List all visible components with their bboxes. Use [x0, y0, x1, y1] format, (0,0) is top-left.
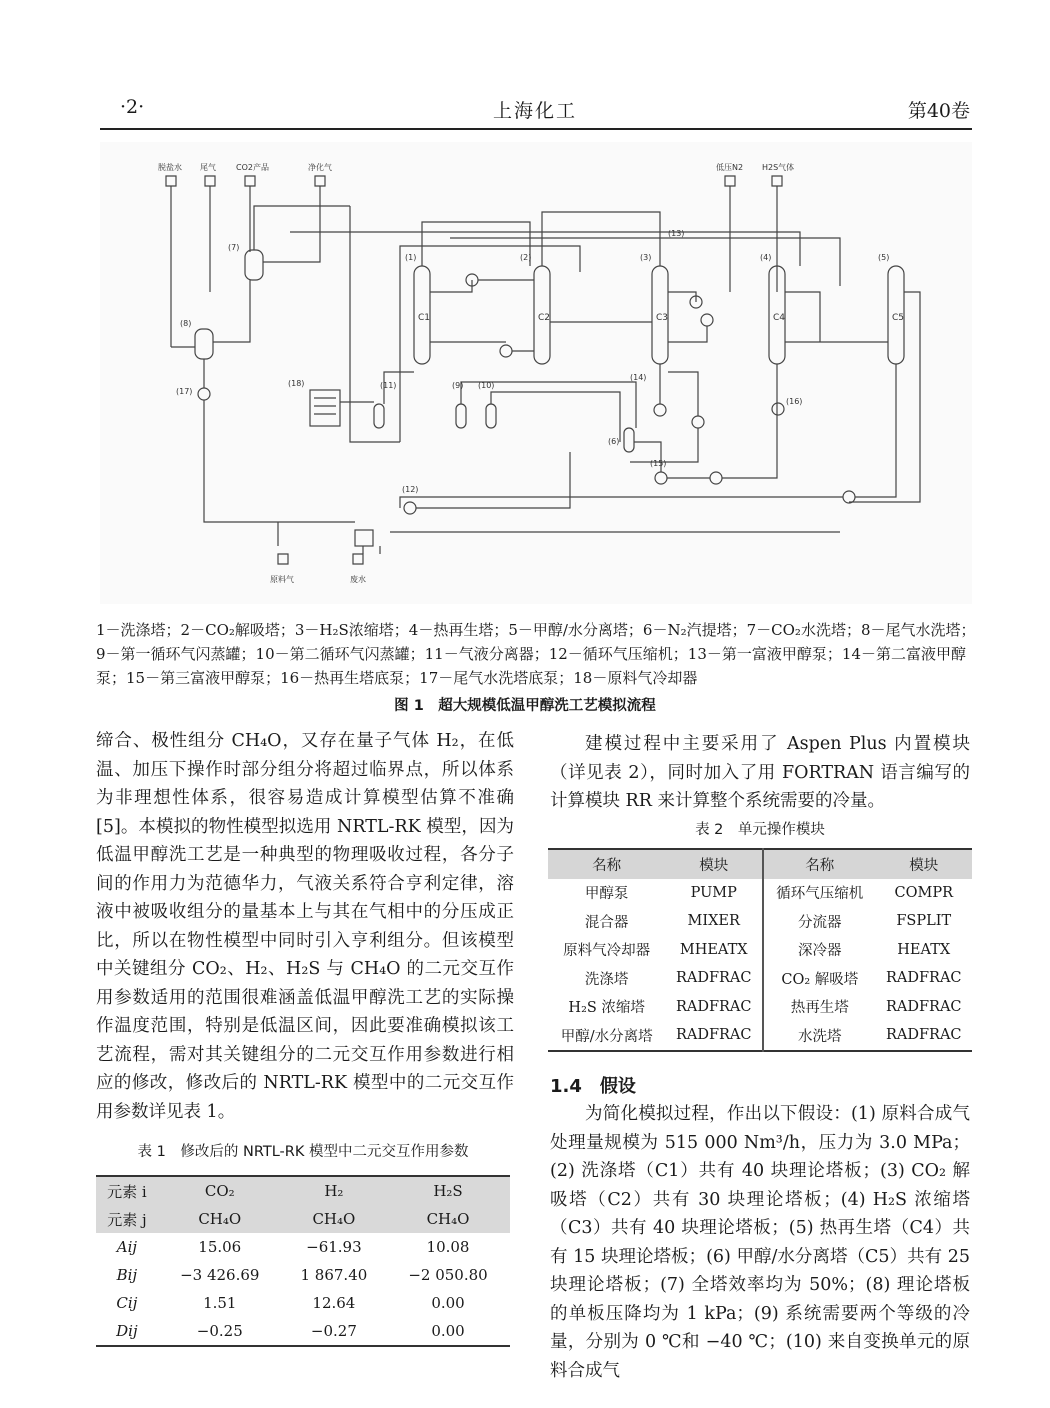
- flow-diagram-svg: [100, 142, 972, 604]
- t1-cell: 1.51: [203, 1294, 237, 1312]
- t2-header: 名称: [763, 849, 875, 879]
- right-paragraph-1: 建模过程中主要采用了 Aspen Plus 内置模块（详见表 2），同时加入了用 FORTRAN 语言编写的计算模块 RR 来计算整个系统需要的冷量。: [550, 734, 970, 811]
- t2-cell: RADFRAC: [885, 998, 962, 1015]
- t2-cell: CO₂ 解吸塔: [781, 971, 859, 988]
- label-n15: (15): [650, 459, 667, 468]
- t2-cell: 原料气冷却器: [563, 943, 651, 960]
- t1-cell: Dij: [116, 1322, 138, 1340]
- t1-cell: 10.08: [426, 1238, 470, 1256]
- label-n17: (17): [176, 387, 193, 396]
- t2-cell: 混合器: [584, 914, 629, 931]
- label-n2: (2): [520, 253, 532, 262]
- t2-header: 名称: [548, 849, 665, 879]
- right-column-bottom: [550, 1100, 970, 1385]
- label-h2s-gas: H2S气体: [762, 163, 795, 172]
- label-n12: (12): [402, 485, 419, 494]
- t2-cell: 深冷器: [798, 943, 842, 960]
- t2-cell: COMPR: [894, 884, 953, 901]
- label-purified-gas: 净化气: [308, 163, 332, 172]
- label-n14: (14): [630, 373, 647, 382]
- label-n18: (18): [288, 379, 305, 388]
- t1-cell: 0.00: [431, 1322, 465, 1340]
- t1-cell: −61.93: [306, 1238, 362, 1256]
- t1-cell: −3 426.69: [180, 1266, 260, 1284]
- t1-cell: H₂S: [386, 1176, 510, 1205]
- label-n13: (13): [668, 229, 685, 238]
- table1-caption: 表 1 修改后的 NRTL-RK 模型中二元交互作用参数: [137, 1144, 469, 1160]
- t1-cell: 元素 j: [96, 1205, 158, 1233]
- t1-cell: 元素 i: [96, 1176, 158, 1205]
- t1-cell: CH₄O: [158, 1205, 282, 1233]
- t1-cell: 0.00: [431, 1294, 465, 1312]
- t2-cell: 甲醇/水分离塔: [560, 1028, 653, 1045]
- label-co2-product: CO2产品: [236, 163, 269, 172]
- label-n16: (16): [786, 397, 803, 406]
- label-n1: (1): [405, 253, 417, 262]
- figure-title: 图 1 超大规模低温甲醇洗工艺模拟流程: [394, 698, 656, 714]
- label-n8: (8): [180, 319, 192, 328]
- t2-header: 模块: [665, 849, 763, 879]
- label-n7: (7): [228, 243, 240, 252]
- label-tail-gas: 尾气: [200, 163, 216, 172]
- t2-header: 模块: [875, 849, 972, 879]
- process-flow-diagram: [100, 142, 972, 604]
- t2-cell: 甲醇泵: [584, 886, 629, 903]
- page-header: [100, 96, 970, 124]
- label-waste-water: 废水: [350, 575, 366, 584]
- t1-cell: −0.27: [310, 1322, 357, 1340]
- t1-cell: CH₄O: [282, 1205, 386, 1233]
- left-column: [96, 727, 514, 1126]
- t1-cell: Cij: [116, 1294, 138, 1312]
- t2-cell: 热再生塔: [790, 1000, 849, 1017]
- t2-cell: 分流器: [798, 914, 842, 931]
- t2-cell: RADFRAC: [885, 1027, 962, 1044]
- t1-cell: CH₄O: [386, 1205, 510, 1233]
- t2-cell: RADFRAC: [665, 993, 763, 1022]
- volume-label: 第40卷: [907, 100, 970, 122]
- t2-cell: MIXER: [665, 907, 763, 936]
- label-n11: (11): [380, 381, 397, 390]
- t2-cell: RADFRAC: [665, 964, 763, 993]
- figure-legend: [96, 618, 976, 690]
- legend-line: 1－洗涤塔；2－CO₂解吸塔；3－H₂S浓缩塔；4－热再生塔；5－甲醇/水分离塔；6－N₂汽提塔；7－CO₂水洗塔；8－尾气水洗塔；: [96, 621, 976, 639]
- label-c1: C1: [418, 313, 431, 323]
- t1-cell: CO₂: [158, 1176, 282, 1205]
- header-rule: [100, 128, 972, 130]
- right-column-top: [550, 730, 970, 816]
- label-n6: (6): [608, 437, 620, 446]
- label-c4: C4: [773, 313, 786, 323]
- t2-cell: 循环气压缩机: [776, 886, 864, 903]
- t2-cell: 洗涤塔: [584, 971, 629, 988]
- t1-cell: 1 867.40: [300, 1266, 368, 1284]
- t2-cell: 水洗塔: [798, 1028, 842, 1045]
- table1: [96, 1175, 510, 1347]
- label-low-pressure-n2: 低压N2: [716, 163, 744, 172]
- table2: [548, 848, 972, 1052]
- t1-cell: −2 050.80: [408, 1266, 488, 1284]
- journal-name: 上海化工: [492, 100, 577, 122]
- left-paragraph: 缔合、极性组分 CH₄O，又存在量子气体 H₂，在低温、加压下操作时部分组分将超过临界点，所以体系为非理想性体系，很容易造成计算模型估算不准确[5]。本模拟的物性模型拟选用 NRTL-RK 模型，因为低温甲醇洗工艺是一种典型的物理吸收过程，各分子间的作用力为范德华力，气液关系符合亨利定律，溶液中被吸收组分的量基本上与其在气相中的分压成正比，所以在物性模型中同时引入亨利组分。但该模型中关键组分 CO₂、H₂、H₂S 与 CH₄O 的二元交互作用参数适用的范围很难涵盖低温甲醇洗工艺的实际操作温度范围，特别是低温区间，因此要准确模拟该工艺流程，需对其关键组分的二元交互作用参数进行相应的修改，修改后的 NRTL-RK 模型中的二元交互作用参数详见表 1。: [96, 731, 514, 1122]
- t2-cell: H₂S 浓缩塔: [568, 1000, 645, 1017]
- label-c5: C5: [892, 313, 905, 323]
- t1-cell: −0.25: [196, 1322, 243, 1340]
- label-n10: (10): [478, 381, 495, 390]
- label-c2: C2: [538, 313, 551, 323]
- label-desalted-water: 脱盐水: [158, 163, 182, 172]
- t1-cell: H₂: [282, 1176, 386, 1205]
- legend-line: 泵；15－第三富液甲醇泵；16－热再生塔底泵；17－尾气水洗塔底泵；18－原料气冷却器: [96, 669, 698, 687]
- table2-caption: 表 2 单元操作模块: [695, 822, 825, 838]
- t2-cell: HEATX: [897, 941, 951, 958]
- label-n5: (5): [878, 253, 890, 262]
- page-number: ·2·: [120, 96, 145, 118]
- t2-cell: MHEATX: [665, 936, 763, 965]
- t1-cell: 12.64: [312, 1294, 356, 1312]
- t1-cell: Aij: [116, 1238, 138, 1256]
- legend-line: 9－第一循环气闪蒸罐；10－第二循环气闪蒸罐；11－气液分离器；12－循环气压缩机；13－第一富液甲醇泵；14－第二富液甲醇: [96, 645, 966, 663]
- section-heading: 1.4 假设: [550, 1076, 636, 1097]
- label-n3: (3): [640, 253, 652, 262]
- label-feed-gas: 原料气: [270, 575, 294, 584]
- t1-cell: 15.06: [198, 1238, 242, 1256]
- t2-cell: FSPLIT: [896, 913, 952, 930]
- t2-cell: RADFRAC: [885, 970, 962, 987]
- label-n4: (4): [760, 253, 772, 262]
- t1-cell: Bij: [116, 1266, 138, 1284]
- t2-cell: PUMP: [665, 879, 763, 908]
- label-c3: C3: [656, 313, 669, 323]
- label-n9: (9): [452, 381, 464, 390]
- t2-cell: RADFRAC: [665, 1021, 763, 1051]
- right-paragraph-2: 为简化模拟过程，作出以下假设：(1) 原料合成气处理量规模为 515 000 Nm³/h，压力为 3.0 MPa；(2) 洗涤塔（C1）共有 40 块理论塔板；(3) CO₂ 解吸塔（C2）共有 30 块理论塔板；(4) H₂S 浓缩塔（C3）共有 40 块理论塔板；(5) 热再生塔（C4）共有 15 块理论塔板；(6) 甲醇/水分离塔（C5）共有 25 块理论塔板；(7) 全塔效率均为 50%；(8) 理论塔板的单板压降均为 1 kPa；(9) 系统需要两个等级的冷量，分别为 0 ℃和 −40 ℃；(10) 来自变换单元的原料合成气: [550, 1104, 970, 1381]
